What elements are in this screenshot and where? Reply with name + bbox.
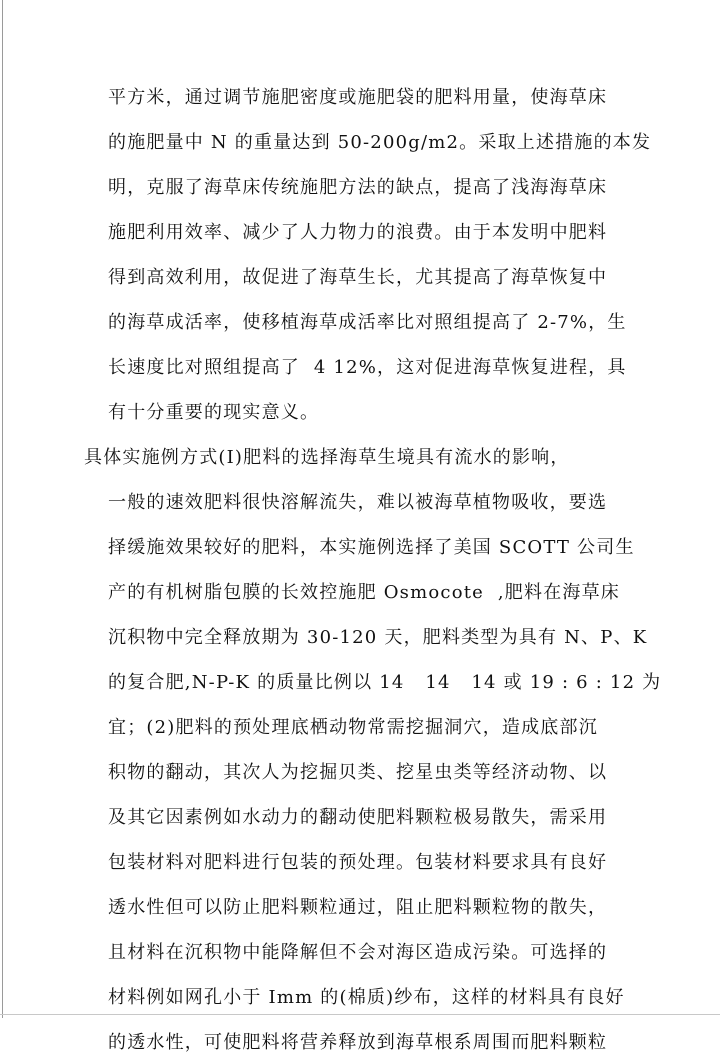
text-line: 的透水性，可使肥料将营养释放到海草根系周围而肥料颗粒 bbox=[108, 1032, 608, 1053]
text-line: 及其它因素例如水动力的翻动使肥料颗粒极易散失，需采用 bbox=[108, 807, 608, 828]
text-line: 沉积物中完全释放期为 30-120 天，肥料类型为具有 N、P、K bbox=[108, 627, 648, 648]
text-line: 的复合肥,N-P-K 的质量比例以 14 14 14 或 19 : 6 : 12 为 bbox=[108, 672, 662, 693]
text-line: 择缓施效果较好的肥料，本实施例选择了美国 SCOTT 公司生 bbox=[108, 537, 635, 558]
text-line: 的施肥量中 N 的重量达到 50-200g/m2。采取上述措施的本发 bbox=[108, 132, 652, 153]
text-line: 平方米，通过调节施肥密度或施肥袋的肥料用量，使海草床 bbox=[108, 87, 608, 108]
text-line: 的海草成活率，使移植海草成活率比对照组提高了 2-7%，生 bbox=[108, 312, 627, 333]
text-line: 且材料在沉积物中能降解但不会对海区造成污染。可选择的 bbox=[108, 942, 608, 963]
text-line: 有十分重要的现实意义。 bbox=[108, 402, 320, 423]
text-line: 得到高效利用，故促进了海草生长，尤其提高了海草恢复中 bbox=[108, 267, 608, 288]
text-line: 施肥利用效率、减少了人力物力的浪费。由于本发明中肥料 bbox=[108, 222, 608, 243]
page-left-border bbox=[2, 0, 3, 1018]
text-line: 明，克服了海草床传统施肥方法的缺点，提高了浅海海草床 bbox=[108, 177, 608, 198]
text-line: 一般的速效肥料很快溶解流失，难以被海草植物吸收，要选 bbox=[108, 492, 608, 513]
text-line: 材料例如网孔小于 Imm 的(棉质)纱布，这样的材料具有良好 bbox=[108, 987, 625, 1008]
text-line: 具体实施例方式(I)肥料的选择海草生境具有流水的影响， bbox=[84, 447, 570, 468]
text-line: 长速度比对照组提高了 4 12%，这对促进海草恢复进程，具 bbox=[108, 357, 627, 378]
text-line: 宜；(2)肥料的预处理底栖动物常需挖掘洞穴，造成底部沉 bbox=[108, 717, 598, 738]
text-line: 产的有机树脂包膜的长效控施肥 Osmocote ,肥料在海草床 bbox=[108, 582, 620, 603]
text-line: 积物的翻动，其次人为挖掘贝类、挖星虫类等经济动物、以 bbox=[108, 762, 608, 783]
text-line: 透水性但可以防止肥料颗粒通过，阻止肥料颗粒物的散失， bbox=[108, 897, 608, 918]
page-bottom-border bbox=[0, 1014, 720, 1015]
text-line: 包装材料对肥料进行包装的预处理。包装材料要求具有良好 bbox=[108, 852, 608, 873]
